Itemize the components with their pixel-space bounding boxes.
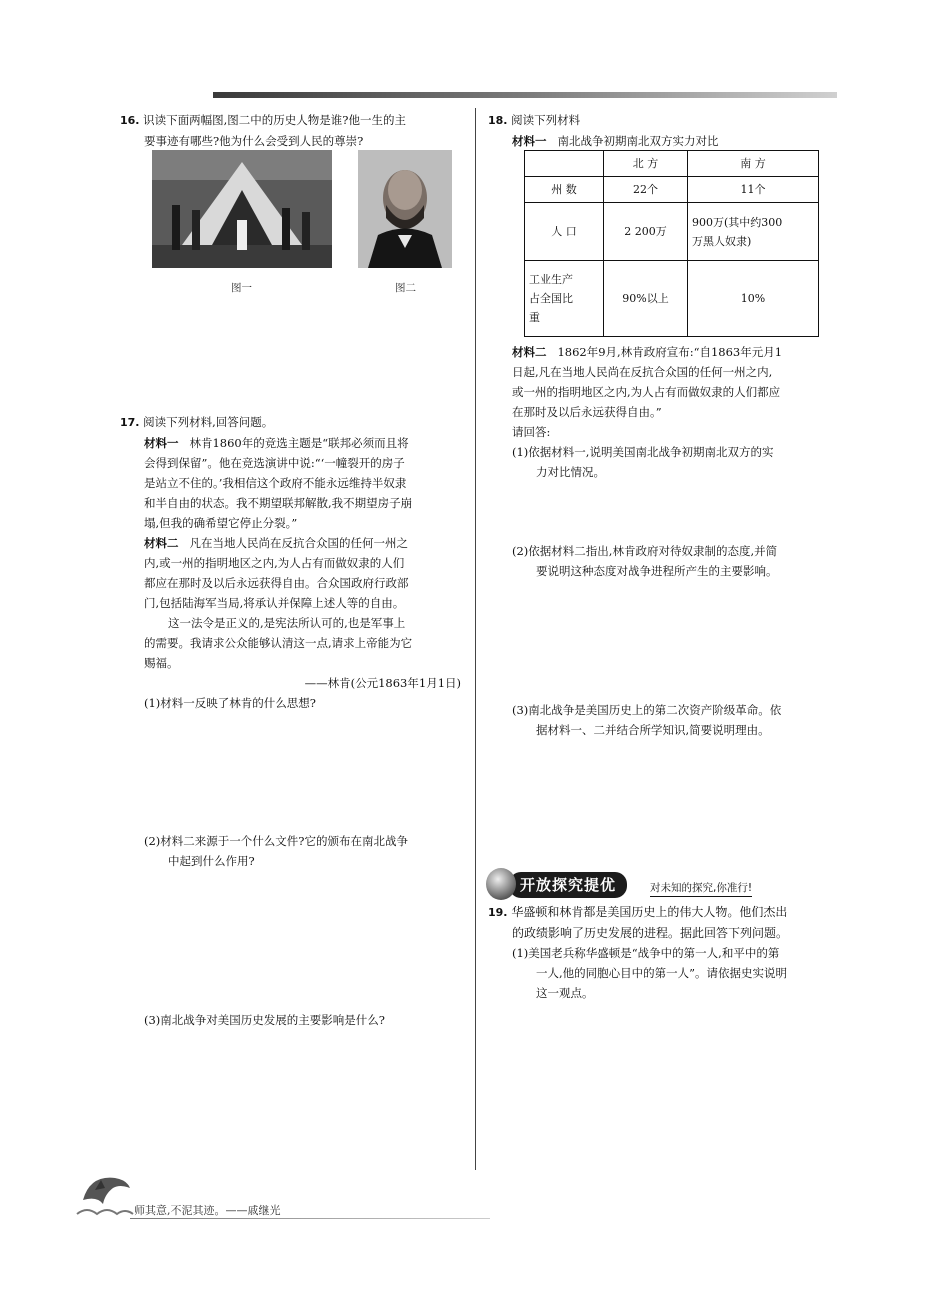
table-cell: 工业生产 占全国比 重 [525,261,604,337]
q16-line-1: 16. 识读下面两幅图,图二中的历史人物是谁?他一生的主 [120,113,406,127]
q18-material-2: 材料二 1862年9月,林肯政府宣布:“自1863年元月1 日起,凡在当地人民尚在反抗合众国的任何一州之内, 或一州的指明地区之内,为人占有而做奴隶的人们都应 在那时及以后永远获得自由。” 请回答: (1)依据材料一,说明美国南北战争初期南北双方的实 力对比情况。 [488,342,833,482]
q18-number: 18. [488,114,508,127]
q17-m2-line-4: 门,包括陆海军当局,将承认并保障上述人等的自由。 [144,596,405,610]
banner-subtitle: 对未知的探究,你准行! [650,880,752,897]
comparison-table [524,150,819,337]
q16-line-2: 要事迹有哪些?他为什么会受到人民的尊崇? [144,134,364,148]
q17-source: ——林肯(公元1863年1月1日) [304,676,461,690]
figure-2-portrait [358,150,452,268]
q19-line-1: 19. 华盛顿和林肯都是美国历史上的伟大人物。他们杰出 [488,905,788,919]
table-row [525,177,819,203]
q17-number: 17. [120,416,140,429]
table-cell: 22个 [604,177,688,203]
q17-m1-label: 材料一 [144,436,179,450]
table-row [525,203,819,261]
table-header-north: 北 方 [604,151,688,177]
footer-rule [130,1218,490,1219]
q18-m1-label: 材料一 [512,134,547,148]
table-cell: 90%以上 [604,261,688,337]
table-cell: 11个 [688,177,819,203]
q16-number: 16. [120,114,140,127]
footer-motto: 师其意,不泥其迹。——戚继光 [134,1204,281,1217]
header-rule [213,92,837,98]
figure-1-caption: 图一 [231,282,252,294]
table-cell: 州 数 [525,177,604,203]
q19-number: 19. [488,906,508,919]
q17-sub1: (1)材料一反映了林肯的什么思想? [144,696,316,710]
q17-m2b-line-3: 赐福。 [144,656,179,670]
q17-intro: 17. 阅读下列材料,回答问题。 [120,415,274,429]
q18-ask: 请回答: [512,425,551,439]
left-column [120,110,465,151]
q18-sub3: (3)南北战争是美国历史上的第二次资产阶级革命。依 据材料一、二并结合所学知识,简要说明理由。 [512,703,782,737]
page-footer [70,1170,430,1230]
q17-m1-line-5: 塌,但我的确希望它停止分裂。” [144,516,298,530]
column-divider [475,108,476,1170]
q18-sub2: (2)依据材料二指出,林肯政府对待奴隶制的态度,并简 要说明这种态度对战争进程所产生的主要影响。 [512,544,778,578]
q17-m1-line-1: 材料一 林肯1860年的竞选主题是“联邦必须而且将 [144,436,409,450]
q17-m2-line-1: 材料二 凡在当地人民尚在反抗合众国的任何一州之 [144,536,408,550]
q18-intro: 18. 阅读下列材料 [488,113,581,127]
q17-m1-line-3: 是站立不住的。’我相信这个政府不能永远维持半奴隶 [144,476,407,490]
q17-block [120,412,465,713]
q18-block [488,110,833,151]
q18-m2-line-1: 材料二 1862年9月,林肯政府宣布:“自1863年元月1 [512,345,783,359]
table-row [525,261,819,337]
table-header-south: 南 方 [688,151,819,177]
q17-m2-label: 材料二 [144,536,179,550]
table-cell: 10% [688,261,819,337]
table-cell: 2 200万 [604,203,688,261]
table-row [525,151,819,177]
q17-sub2: (2)材料二来源于一个什么文件?它的颁布在南北战争 中起到什么作用? [144,834,408,868]
table-cell: 人 口 [525,203,604,261]
q19-line-2: 的政绩影响了历史发展的进程。据此回答下列问题。 [512,926,789,940]
figure-2-caption: 图二 [395,282,416,294]
q19-sub1-line-2: 一人,他的同胞心目中的第一人”。请依据史实说明 [536,966,788,980]
q17-m2b-line-2: 的需要。我请求公众能够认清这一点,请求上帝能为它 [144,636,413,650]
q17-m2b-line-1: 这一法令是正义的,是宪法所认可的,也是军事上 [168,616,406,630]
q19-sub1-line-3: 这一观点。 [536,986,594,1000]
q18-m1-title: 材料一 南北战争初期南北双方实力对比 [512,134,719,148]
q17-sub3: (3)南北战争对美国历史发展的主要影响是什么? [144,1013,385,1027]
figure-1-tent-photo [152,150,332,268]
q19-block [488,902,833,1003]
q17-m1-line-4: 和半自由的状态。我不期望联邦解散,我不期望房子崩 [144,496,413,510]
banner-title: 开放探究提优 [509,872,627,898]
q17-m2-line-2: 内,或一州的指明地区之内,为人占有而做奴隶的人们 [144,556,405,570]
q19-sub1-line-1: (1)美国老兵称华盛顿是“战争中的第一人,和平中的第 [512,946,780,960]
lightbulb-icon [486,868,516,900]
q17-m1-line-2: 会得到保留”。他在竞选演讲中说:“‘一幢裂开的房子 [144,456,405,470]
section-banner [482,866,782,906]
table-cell: 900万(其中约300 万黑人奴隶) [688,203,819,261]
dolphin-icon [75,1170,135,1220]
q17-m2-line-3: 都应在那时及以后永远获得自由。合众国政府行政部 [144,576,409,590]
q18-m2-label: 材料二 [512,345,547,359]
